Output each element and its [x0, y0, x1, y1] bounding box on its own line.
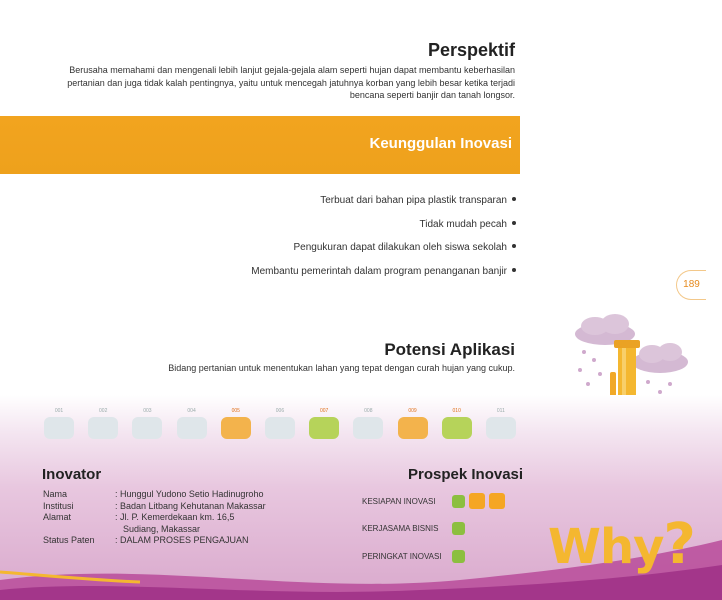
category-item: 009 [394, 408, 432, 446]
gear-icon [489, 493, 505, 509]
gear-icon [452, 495, 465, 508]
inovator-row: Nama : Hunggul Yudono Setio Hadinugroho [43, 489, 264, 499]
inovator-title: Inovator [42, 466, 102, 483]
category-icon [265, 417, 295, 439]
category-icon-strip [40, 408, 520, 446]
keunggulan-banner [0, 116, 520, 174]
inovator-details [43, 489, 266, 547]
category-icon [486, 417, 516, 439]
category-item: 010 [438, 408, 476, 446]
category-item: 008 [349, 408, 387, 446]
perspektif-title: Perspektif [427, 40, 515, 60]
potensi-title: Potensi Aplikasi [384, 340, 515, 359]
bullet-icon [512, 268, 516, 272]
why-logo: Why? [548, 512, 695, 577]
prospek-row-peringkat: PERINGKAT INOVASI [362, 550, 469, 563]
category-icon [44, 417, 74, 439]
category-icon [442, 417, 472, 439]
inovator-row: Sudiang, Makassar [123, 523, 201, 534]
inovator-row: Institusi : Badan Litbang Kehutanan Makassar [43, 500, 266, 511]
category-item: 001 [40, 408, 78, 446]
category-icon [177, 417, 207, 439]
category-item: 007 [305, 408, 343, 446]
keunggulan-item: Terbuat dari bahan pipa plastik transparan [251, 195, 516, 219]
category-icon [309, 417, 339, 439]
bullet-icon [512, 244, 516, 248]
prospek-row-kerjasama: KERJASAMA BISNIS [362, 522, 469, 535]
category-icon [353, 417, 383, 439]
category-item: 005 [217, 408, 255, 446]
perspektif-body: Berusaha memahami dan mengenali lebih lanjut gejala-gejala alam seperti hujan dapat membantu keberhasilan pertanian dan juga tidak kalah pentingnya, yaitu untuk mencegah jatuhnya korban yang lebih besar ketika terjadi bencana seperti banjir dan tanah longsor. [67, 65, 515, 100]
page-number: 189 [676, 270, 706, 300]
inovator-row: Status Paten : DALAM PROSES PENGAJUAN [43, 535, 249, 545]
category-item: 011 [482, 408, 520, 446]
category-item: 004 [173, 408, 211, 446]
category-item: 003 [128, 408, 166, 446]
gear-icon [469, 493, 485, 509]
keunggulan-title: Keunggulan Inovasi [369, 135, 512, 152]
category-icon [132, 417, 162, 439]
keunggulan-item: Tidak mudah pecah [251, 219, 516, 243]
potensi-body: Bidang pertanian untuk menentukan lahan yang tepat dengan curah hujan yang cukup. [168, 363, 515, 373]
thumbs-up-icon [452, 550, 465, 563]
category-icon [221, 417, 251, 439]
keunggulan-item: Pengukuran dapat dilakukan oleh siswa sekolah [251, 242, 516, 266]
prospek-row-kesiapan: KESIAPAN INOVASI [362, 493, 509, 509]
bullet-icon [512, 197, 516, 201]
prospek-title: Prospek Inovasi [408, 466, 524, 483]
category-item: 002 [84, 408, 122, 446]
category-item: 006 [261, 408, 299, 446]
keunggulan-item: Membantu pemerintah dalam program penanganan banjir [251, 266, 516, 290]
inovator-row: Alamat : Jl. P. Kemerdekaan km. 16,5 [43, 512, 235, 522]
bullet-icon [512, 221, 516, 225]
keunggulan-list [251, 195, 516, 289]
category-icon [88, 417, 118, 439]
category-icon [398, 417, 428, 439]
money-bag-icon [452, 522, 465, 535]
